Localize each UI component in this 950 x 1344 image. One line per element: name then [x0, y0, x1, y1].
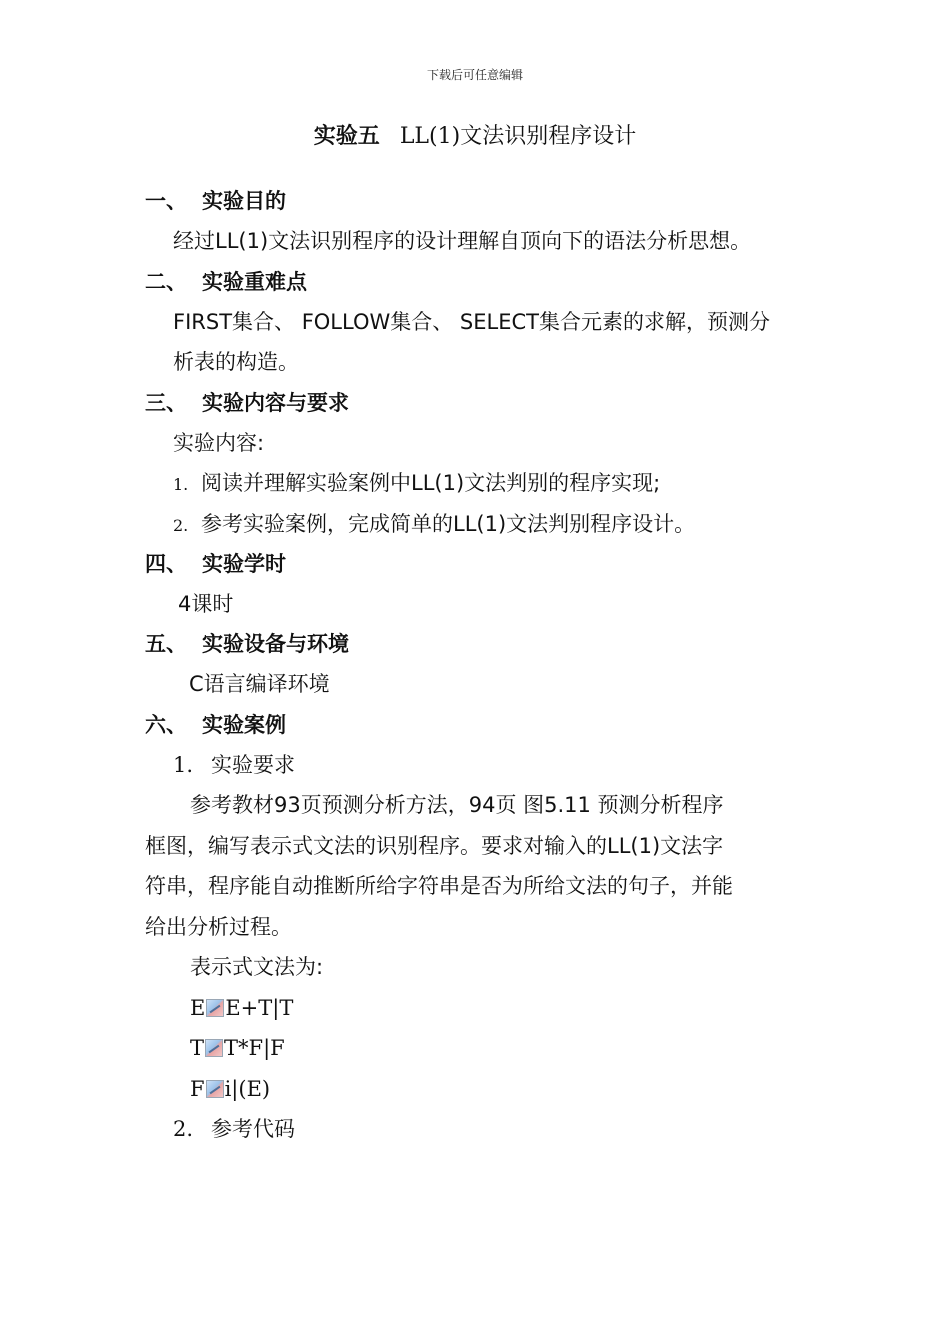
subsection-title: 参考代码: [211, 1117, 295, 1141]
grammar-rhs: E+T|T: [225, 996, 294, 1020]
subsection-heading-1: [173, 751, 295, 779]
section-heading-2: [145, 268, 307, 296]
section-title: 实验目的: [202, 189, 286, 213]
section-number: 五、: [145, 632, 187, 656]
list-item: [173, 469, 660, 499]
section-number: 二、: [145, 270, 187, 294]
section-heading-6: [145, 711, 286, 739]
document-title: [0, 121, 950, 153]
header-note: 下载后可任意编辑: [426, 68, 523, 82]
section-heading-5: [145, 630, 349, 658]
grammar-rule: [190, 1034, 285, 1062]
section-2-line-1: FIRST集合、 FOLLOW集合、 SELECT集合元素的求解，预测分: [173, 310, 770, 334]
section-title: 实验学时: [202, 552, 286, 576]
section-1-text: 经过LL(1)文法识别程序的设计理解自顶向下的语法分析思想。: [173, 229, 752, 253]
paragraph-line-4: 给出分析过程。: [145, 915, 292, 939]
list-item-text: 参考实验案例，完成简单的LL(1)文法判别程序设计。: [201, 512, 696, 536]
section-number: 一、: [145, 189, 187, 213]
section-title: 实验内容与要求: [202, 391, 349, 415]
grammar-rule: [190, 994, 293, 1022]
grammar-intro: 表示式文法为:: [190, 955, 324, 979]
list-item-number: 2.: [173, 516, 189, 535]
grammar-lhs: E: [190, 996, 206, 1020]
broken-arrow-image-icon: [206, 1080, 224, 1098]
section-number: 四、: [145, 552, 187, 576]
section-number: 六、: [145, 713, 187, 737]
list-item-number: 1.: [173, 475, 189, 494]
section-heading-1: [145, 187, 286, 215]
subsection-heading-2: [173, 1115, 295, 1143]
title-sub: LL(1)文法识别程序设计: [399, 124, 637, 149]
grammar-rhs: i|(E): [224, 1077, 271, 1101]
list-item: [173, 510, 695, 540]
section-3-intro: 实验内容:: [173, 431, 265, 455]
section-2-line-2: 析表的构造。: [173, 350, 299, 374]
section-heading-4: [145, 550, 286, 578]
list-item-text: 阅读并理解实验案例中LL(1)文法判别的程序实现;: [201, 471, 661, 495]
section-number: 三、: [145, 391, 187, 415]
grammar-rhs: T*F|F: [224, 1036, 285, 1060]
title-main: 实验五: [313, 124, 380, 149]
grammar-rule: [190, 1075, 270, 1103]
broken-arrow-image-icon: [205, 1039, 223, 1057]
grammar-lhs: F: [190, 1077, 205, 1101]
section-title: 实验重难点: [202, 270, 307, 294]
section-title: 实验设备与环境: [202, 632, 349, 656]
section-4-text: 4课时: [178, 592, 234, 616]
subsection-number: 2.: [173, 1117, 194, 1141]
paragraph-line-3: 符串，程序能自动推断所给字符串是否为所给文法的句子，并能: [145, 874, 733, 898]
paragraph-line-2: 框图，编写表示式文法的识别程序。要求对输入的LL(1)文法字: [145, 834, 724, 858]
broken-arrow-image-icon: [206, 999, 224, 1017]
paragraph-line-1: 参考教材93页预测分析方法，94页 图5.11 预测分析程序: [190, 793, 724, 817]
section-heading-3: [145, 389, 349, 417]
subsection-number: 1.: [173, 753, 194, 777]
section-title: 实验案例: [202, 713, 286, 737]
grammar-lhs: T: [190, 1036, 205, 1060]
section-5-text: C语言编译环境: [189, 672, 330, 696]
subsection-title: 实验要求: [211, 753, 295, 777]
